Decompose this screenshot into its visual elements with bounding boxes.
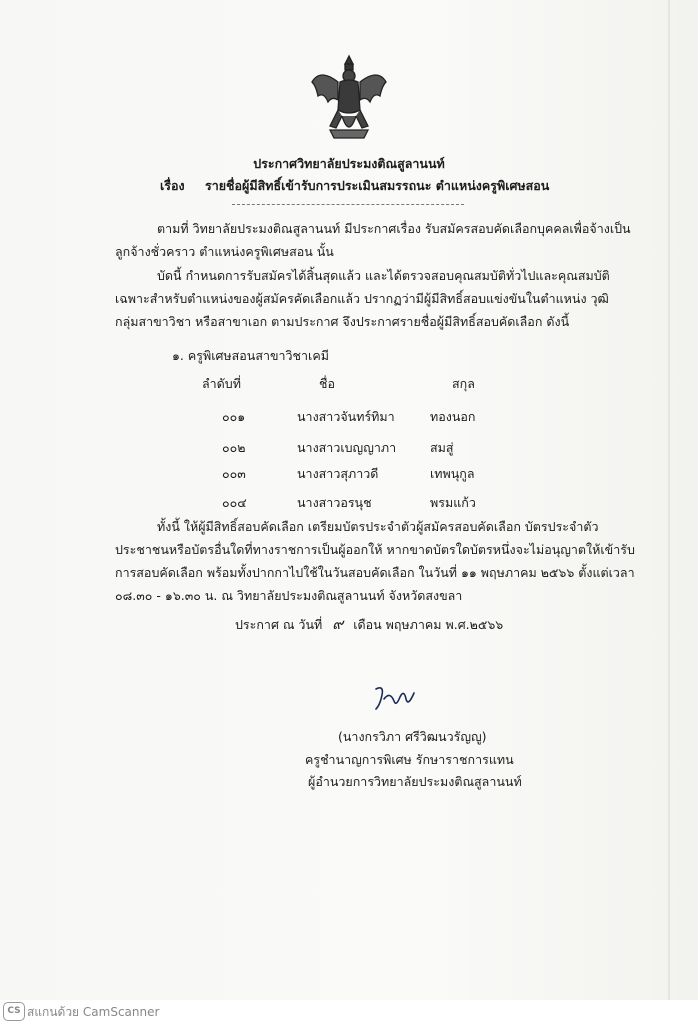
table-cell-name: นางสาวเบญญาภา	[297, 440, 397, 455]
paragraph-eligibility: บัดนี้ กำหนดการรับสมัครได้สิ้นสุดแล้ว และได้ตรวจสอบคุณสมบัติทั่วไปและคุณสมบัติเฉพาะสำหรับตำแหน่งของผู้สมัครคัดเลือกแล้ว ปรากฏว่ามีผู้มีสิทธิ์สอบแข่งขันในตำแหน่ง วุฒิ กลุ่มสาขาวิชา หรือสาขาเอก ตามประกาศ จึงประกาศรายชื่อผู้มีสิทธิ์สอบคัดเลือก ดังนี้	[115, 268, 610, 329]
signer-name: (นางกรวิภา ศรีวิฒนวรัญญู)	[338, 729, 487, 744]
table-cell-name: นางสาวอรนุช	[297, 495, 372, 510]
table-header-order: ลำดับที่	[202, 376, 241, 391]
paragraph-intro: ตามที่ วิทยาลัยประมงติณสูลานนท์ มีประกาศเรื่อง รับสมัครสอบคัดเลือกบุคคลเพื่อจ้างเป็นลูกจ้างชั่วคราว ตำแหน่งครูพิเศษสอน นั้น	[115, 221, 631, 259]
table-header-name: ชื่อ	[319, 376, 335, 391]
garuda-emblem-icon	[308, 52, 390, 144]
date-month-year: เดือน พฤษภาคม พ.ศ.๒๕๖๖	[353, 617, 504, 632]
page-fold-line	[668, 0, 670, 1000]
list-heading: ๑. ครูพิเศษสอนสาขาวิชาเคมี	[172, 348, 329, 363]
announcement-subject	[160, 176, 549, 196]
table-cell-order: ๐๐๒	[222, 440, 246, 455]
table-cell-name: นางสาวจันทร์ทิมา	[297, 409, 395, 424]
subject-label: เรื่อง	[160, 178, 185, 193]
date-prefix: ประกาศ ณ วันที่	[235, 617, 323, 632]
table-cell-name: นางสาวสุภาวดี	[297, 466, 379, 481]
table-header-surname: สกุล	[452, 376, 475, 391]
camscanner-logo-icon: CS	[3, 1002, 25, 1021]
title-divider	[232, 204, 464, 205]
paragraph-exam-instructions: ทั้งนี้ ให้ผู้มีสิทธิ์สอบคัดเลือก เตรียมบัตรประจำตัวผู้สมัครสอบคัดเลือก บัตรประจำตัวประชาชนหรือบัตรอื่นใดที่ทางราชการเป็นผู้ออกให้ หากขาดบัตรใดบัตรหนึ่งจะไม่อนุญาตให้เข้ารับการสอบคัดเลือก พร้อมทั้งปากกาไปใช้ในวันสอบคัดเลือก ในวันที่ ๑๑ พฤษภาคม ๒๕๖๖ ตั้งแต่เวลา ๐๘.๓๐ - ๑๖.๓๐ น. ณ วิทยาลัยประมงติณสูลานนท์ จังหวัดสงขลา	[115, 519, 635, 603]
signer-title: ผู้อำนวยการวิทยาลัยประมงติณสูลานนท์	[308, 774, 522, 789]
date-day: ๙	[332, 615, 344, 633]
table-cell-surname: เทพนุกูล	[430, 466, 475, 481]
table-cell-surname: ทองนอก	[430, 409, 476, 424]
handwritten-signature-icon	[372, 683, 418, 711]
subject-text: รายชื่อผู้มีสิทธิ์เข้ารับการประเมินสมรรถนะ ตำแหน่งครูพิเศษสอน	[205, 178, 550, 193]
table-cell-order: ๐๐๓	[222, 466, 246, 481]
scanner-watermark-text: สแกนด้วย CamScanner	[27, 1005, 160, 1019]
announcement-title: ประกาศวิทยาลัยประมงติณสูลานนท์	[253, 156, 445, 171]
signer-position: ครูชำนาญการพิเศษ รักษาราชการแทน	[305, 752, 514, 767]
table-cell-surname: สมสู่	[430, 440, 454, 455]
table-cell-order: ๐๐๔	[222, 495, 247, 510]
table-cell-order: ๐๐๑	[222, 409, 246, 424]
table-cell-surname: พรมแก้ว	[430, 495, 476, 510]
